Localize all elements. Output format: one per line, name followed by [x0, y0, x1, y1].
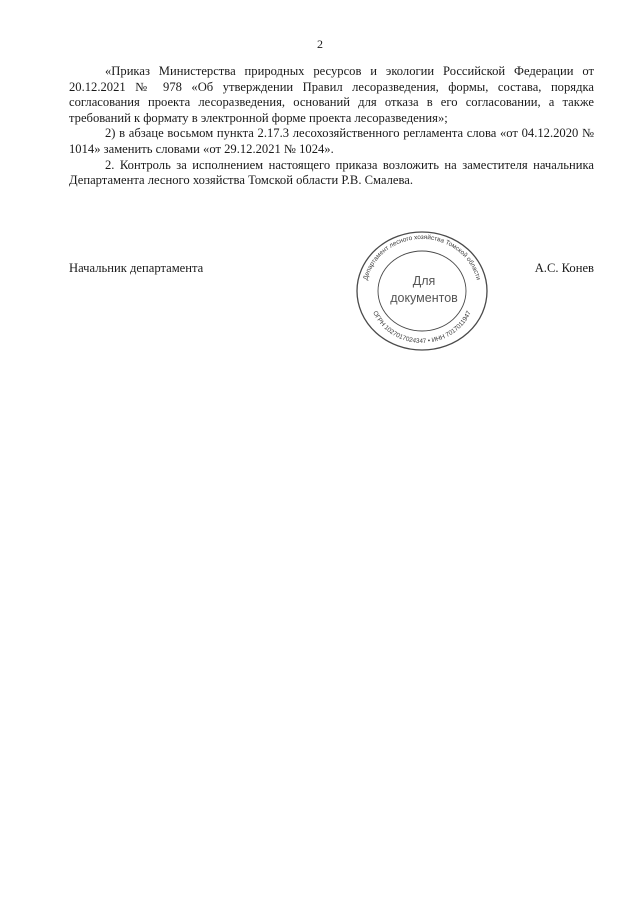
stamp-ring-top-text: Департамент лесного хозяйства Томской области — [362, 233, 482, 281]
official-stamp — [352, 227, 492, 351]
paragraph-quoted-order: «Приказ Министерства природных ресурсов и экологии Российской Федерации от 20.12.2021 № 978 «Об утверждении Правил лесоразведения, формы, состава, порядка согласования проекта лесоразведения, оснований для отказа в его согласовании, а также требований к формату в электронной форме проекта лесоразведения»; — [69, 64, 594, 125]
paragraph-control: 2. Контроль за исполнением настоящего приказа возложить на заместителя начальника Департамента лесного хозяйства Томской области Р.В. Смалева. — [69, 157, 594, 188]
page-number: 2 — [317, 37, 323, 51]
document-body — [69, 64, 594, 189]
signature-name: А.С. Конев — [534, 261, 594, 275]
stamp-center-line1: Для — [412, 274, 436, 288]
stamp-graphic — [352, 227, 492, 351]
paragraph-amendment: 2) в абзаце восьмом пункта 2.17.3 лесохозяйственного регламента слова «от 04.12.2020 № 1014» заменить словами «от 29.12.2021 № 1024». — [69, 126, 594, 156]
signature-title: Начальник департамента — [69, 261, 204, 275]
stamp-center-line2: документов — [390, 291, 458, 305]
stamp-ring-bottom-text: ОГРН 1027017024347 • ИНН 7017011947 — [371, 309, 473, 346]
